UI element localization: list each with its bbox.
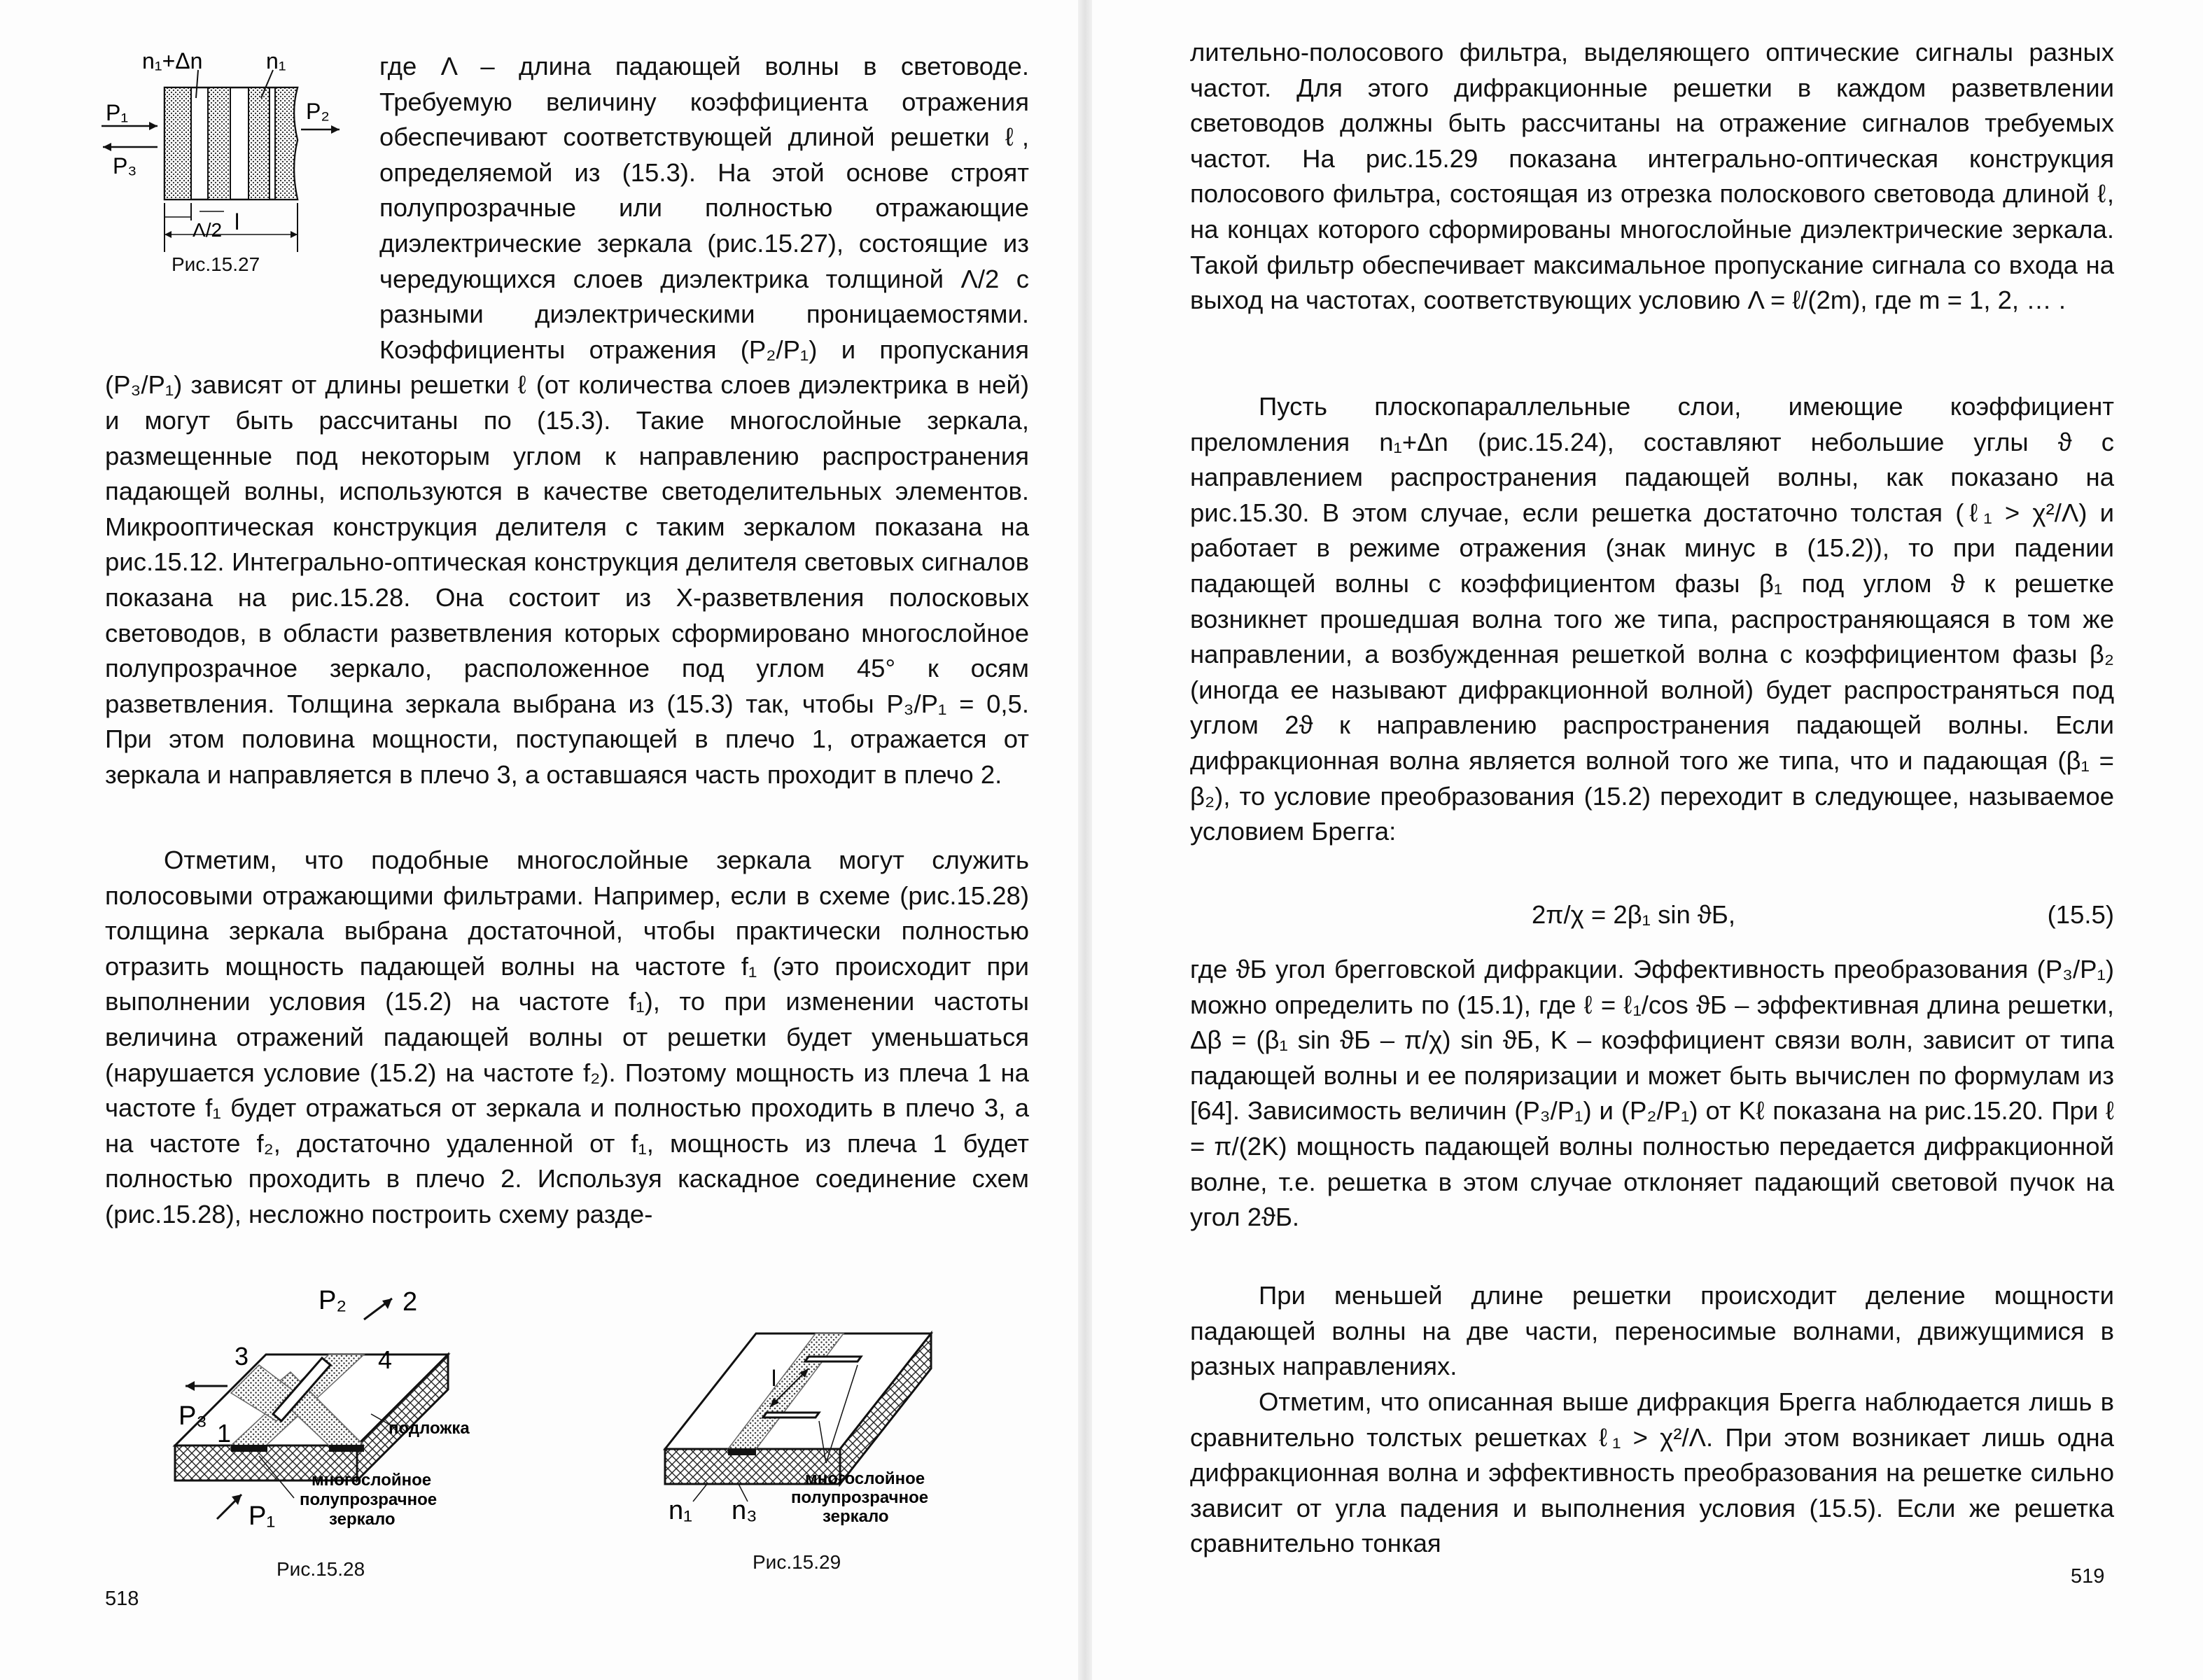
left-page: [0, 0, 1078, 1680]
fig28-label-p2: P₂: [319, 1286, 347, 1315]
fig27-label-l: l: [235, 209, 240, 234]
figure-15-28: [154, 1281, 518, 1547]
fig28-label-mirror-1: многослойное: [312, 1471, 432, 1490]
fig29-label-l: l: [771, 1366, 777, 1391]
right-paragraph-5: Отметим, что описанная выше дифракция Брегга наблюдается лишь в сравнительно толстых решетках ℓ₁ > χ²/Λ. При этом возникает лишь одна дифракционная волна и эффективность преобразования на решетке сильно зависит от угла падения и выполнения условия (15.5). Если же решетка сравнительно тонкая: [1190, 1387, 2114, 1558]
fig28-label-mirror-2: полупрозрачное: [300, 1490, 438, 1509]
page-number-left: 518: [105, 1588, 139, 1610]
fig27-label-lambda-half: Λ/2: [193, 219, 223, 241]
fig28-label-p3: P₃: [179, 1401, 207, 1431]
fig28-label-1: 1: [217, 1419, 232, 1448]
fig29-label-mirror-3: зеркало: [823, 1507, 889, 1526]
equation-text: 2π/χ = 2β₁ sin ϑБ,: [1532, 900, 1735, 929]
left-paragraph-1-text: где Λ – длина падающей волны в световоде. Требуемую величину коэффициента отражения обеспечивают соответствующей длиной решетки ℓ, определяемой из (15.3). На этой основе строят полупрозрачные или полностью отражающие диэлектрические зеркала (рис.15.27), состоящие из чередующихся слоев диэлектрика толщиной Λ/2 с разными диэлектрическими проницаемостями. Коэффициенты отражения (P₂/P₁) и пропускания (P₃/P₁) зависят от длины решетки ℓ (от количества слоев диэлектрика в ней) и могут быть рассчитаны по (15.3). Такие многослойные зеркала, размещенные под некоторым углом к направлению распространения падающей волны, используются в качестве светоделительных элементов. Микрооптическая конструкция делителя с таким зеркалом показана на рис.15.12. Интегрально-оптическая конструкция делителя световых сигналов показана на рис.15.28. Она состоит из X-разветвления полосковых световодов, в области разветвления которых сформировано многослойное полупрозрачное зеркало, расположенное под углом 45° к осям разветвления. Толщина зеркала выбрана из (15.3) так, чтобы P₃/P₁ = 0,5. При этом половина мощности, поступающей в плечо 1, отражается от зеркала и направляется в плечо 3, а оставшаяся часть проходит в плечо 2.: [105, 52, 1029, 789]
fig28-label-p1: P₁: [249, 1502, 276, 1531]
fig27-caption: Рис.15.27: [172, 253, 260, 275]
fig29-label-mirror-1: многослойное: [805, 1469, 925, 1488]
fig27-label-p2: P₂: [306, 99, 330, 124]
fig29-label-mirror-2: полупрозрачное: [791, 1488, 929, 1507]
book-spine: [1078, 0, 1092, 1680]
page-number-right: 519: [2071, 1565, 2105, 1588]
fig27-label-n1-dn: n₁+Δn: [142, 49, 203, 74]
fig28-label-mirror-3: зеркало: [329, 1510, 396, 1529]
fig27-label-p1: P₁: [106, 100, 129, 125]
fig27-label-p3: P₃: [113, 153, 137, 178]
fig28-label-substrate: подложка: [389, 1419, 470, 1438]
fig28-label-2: 2: [403, 1287, 418, 1317]
right-page: [1092, 0, 2203, 1680]
fig28-caption: Рис.15.28: [277, 1558, 365, 1580]
right-paragraph-2: Пусть плоскопараллельные слои, имеющие коэффициент преломления n₁+Δn (рис.15.24), составляют небольшие углы ϑ с направлением распространения падающей волны, как показано на рис.15.30. В этом случае, если решетка достаточно толстая (ℓ₁ > χ²/Λ) и работает в режиме отражения (знак минус в (15.2)), то при падении падающей волны с коэффициентом фазы β₁ под углом ϑ к решетке возникнет прошедшая волна того же типа, распространяющаяся в том же направлении, а возбужденная решеткой волна с коэффициентом фазы β₂ (иногда ее называют дифракционной волной) будет распространяться под углом 2ϑ к направлению распространения падающей волны. Если дифракционная волна является волной того же типа, что и падающая (β₁ = β₂), то условие преобразования (15.2) переходит в следующее, называемое условием Брегга:: [1190, 392, 2114, 846]
fig28-label-3: 3: [235, 1342, 249, 1371]
fig27-label-n1: n₁: [266, 49, 286, 74]
figure-15-29: [651, 1309, 980, 1547]
right-paragraph-4: При меньшей длине решетки происходит деление мощности падающей волны на две части, переносимые волнами, движущимися в разных направлениях.: [1190, 1281, 2114, 1381]
left-paragraph-1: [105, 49, 1029, 792]
fig29-label-n1: n₁: [669, 1496, 692, 1525]
fig29-label-n3: n₃: [732, 1496, 757, 1525]
right-paragraph-3: где ϑБ угол брегговской дифракции. Эффективность преобразования (P₃/P₁) можно определить по (15.1), где ℓ = ℓ₁/cos ϑБ – эффективная длина решетки, Δβ = (β₁ sin ϑБ – π/χ) sin ϑБ, K – коэффициент связи волн, зависит от типа падающей волны и ее поляризации и может быть вычислен по формулам из [64]. Зависимость величин (P₃/P₁) и (P₂/P₁) от Kℓ показана на рис.15.20. При ℓ = π/(2K) мощность падающей волны полностью передается дифракционной волне, т.е. решетка в этом случае отклоняет падающий световой пучок на угол 2ϑБ.: [1190, 955, 2114, 1232]
fig29-caption: Рис.15.29: [753, 1551, 841, 1573]
fig28-label-4: 4: [378, 1345, 393, 1374]
equation-number: (15.5): [2047, 900, 2114, 929]
left-paragraph-2: Отметим, что подобные многослойные зеркала могут служить полосовыми отражающими фильтрами. Например, если в схеме (рис.15.28) толщина зеркала выбрана достаточной, чтобы практически полностью отразить мощность падающей волны на частоте f₁ (это происходит при выполнении условия (15.2) на частоте f₁), то при изменении частоты величина отражений падающей волны от решетки будет уменьшаться (нарушается условие (15.2) на частоте f₂). Поэтому мощность из плеча 1 на частоте f₁ будет отражаться от зеркала и полностью проходить в плечо 3, а на частоте f₂, достаточно удаленной от f₁, мощность из плеча 1 будет полностью проходить в плечо 2. Используя каскадное соединение схем (рис.15.28), несложно построить схему разде-: [105, 846, 1029, 1228]
right-paragraph-1: лительно-полосового фильтра, выделяющего оптические сигналы разных частот. Для этого дифракционные решетки в каждом разветвлении световодов должны быть рассчитаны на отражение сигналов требуемых частот. На рис.15.29 показана интегрально-оптическая конструкция полосового фильтра, состоящая из отрезка полоскового световода длиной ℓ, на концах которого сформированы многослойные диэлектрические зеркала. Такой фильтр обеспечивает максимальное пропускание сигнала со входа на выход на частотах, соответствующих условию Λ = ℓ/(2m), где m = 1, 2, … .: [1190, 38, 2114, 315]
